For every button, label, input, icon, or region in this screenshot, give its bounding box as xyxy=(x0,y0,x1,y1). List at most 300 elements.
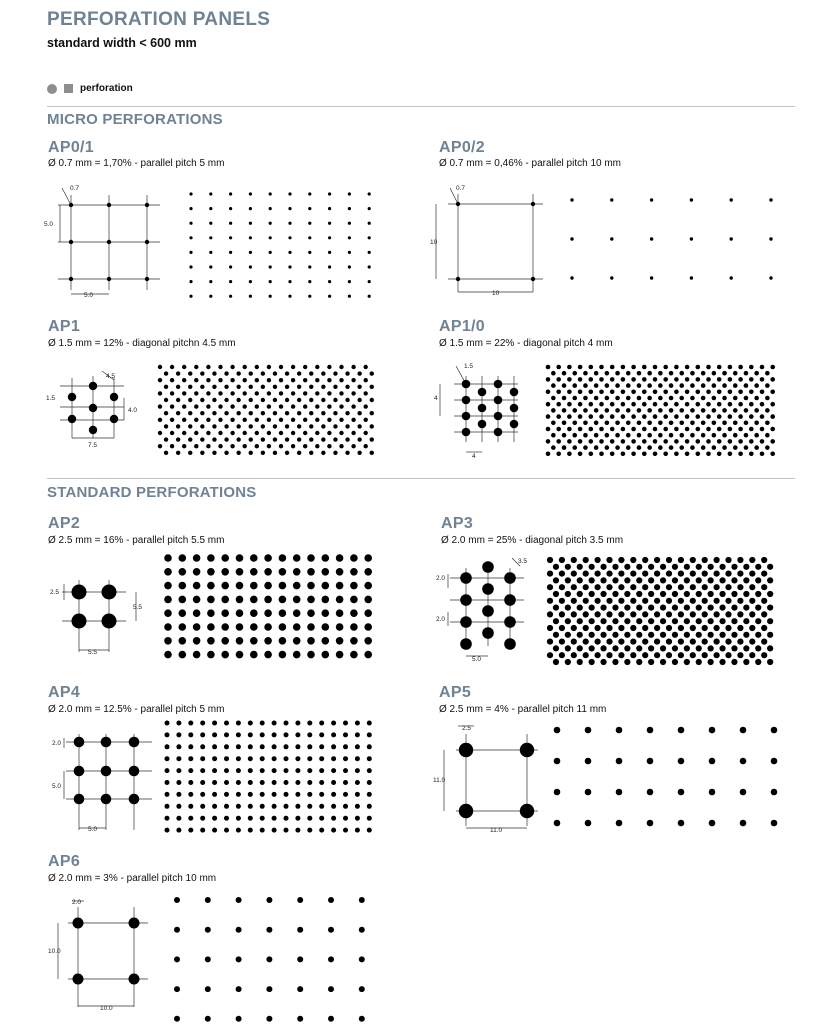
perforation-hole xyxy=(663,390,668,395)
perforation-hole xyxy=(722,408,727,413)
perforation-hole xyxy=(717,414,722,419)
perforation-hole xyxy=(279,554,287,562)
perforation-hole xyxy=(236,828,241,833)
perforation-hole xyxy=(666,571,672,577)
perforation-hole xyxy=(249,265,252,268)
perforation-hole xyxy=(345,371,349,375)
perforation-hole xyxy=(589,618,595,624)
perforation-hole xyxy=(740,820,747,827)
perforation-hole xyxy=(577,564,583,570)
dimension-diagram-ap4 xyxy=(44,730,154,838)
perforation-hole xyxy=(658,433,663,438)
perforation-hole xyxy=(297,398,301,402)
perforation-hole xyxy=(367,732,372,737)
perforation-hole xyxy=(315,431,319,435)
perforation-hole xyxy=(303,378,307,382)
perforation-hole xyxy=(749,625,755,631)
perforation-hole xyxy=(589,365,594,370)
perforation-hole xyxy=(690,611,696,617)
perforation-hole xyxy=(658,408,663,413)
perforation-hole xyxy=(583,639,589,645)
perforation-hole xyxy=(678,598,684,604)
perforation-hole xyxy=(164,568,172,576)
perforation-hole xyxy=(295,780,300,785)
perforation-hole xyxy=(297,1016,303,1022)
perforation-hole xyxy=(350,623,358,631)
perforation-hole xyxy=(182,431,186,435)
perforation-hole xyxy=(303,431,307,435)
perforation-hole xyxy=(229,192,232,195)
perforation-hole xyxy=(179,582,187,590)
perforation-hole xyxy=(248,768,253,773)
perforation-hole xyxy=(589,439,594,444)
perforation-hole xyxy=(288,295,291,298)
perforation-hole xyxy=(212,744,217,749)
perforation-hole xyxy=(212,437,216,441)
perforation-hole xyxy=(737,584,743,590)
perforation-hole xyxy=(327,404,331,408)
perforation-hole xyxy=(285,411,289,415)
perforation-hole xyxy=(264,554,272,562)
perforation-hole xyxy=(725,584,731,590)
perforation-hole xyxy=(719,564,725,570)
perforation-hole xyxy=(696,414,701,419)
perforation-hole xyxy=(236,651,244,659)
perforation-hole xyxy=(733,396,738,401)
perforation-hole xyxy=(291,404,295,408)
perforation-hole xyxy=(284,756,289,761)
panel-spec-ap2: Ø 2.5 mm = 16% - parallel pitch 5.5 mm xyxy=(48,535,225,546)
perforation-hole xyxy=(669,421,674,426)
perforation-hole xyxy=(755,618,761,624)
perforation-hole xyxy=(616,727,623,734)
perforation-hole xyxy=(303,444,307,448)
perforation-hole xyxy=(170,431,174,435)
perforation-hole xyxy=(319,792,324,797)
perforation-hole xyxy=(288,251,291,254)
perforation-hole xyxy=(218,431,222,435)
perforation-hole xyxy=(744,396,749,401)
perforation-hole xyxy=(328,280,331,283)
dim-hole-ap1: 1.5 xyxy=(46,395,56,402)
dim-vertical-ap3: 2.0 xyxy=(436,616,446,623)
perforation-hole xyxy=(754,408,759,413)
perforation-hole xyxy=(690,584,696,590)
perforation-hole xyxy=(224,424,228,428)
perforation-hole xyxy=(744,445,749,450)
perforation-hole xyxy=(547,557,553,563)
perforation-hole xyxy=(272,780,277,785)
perforation-hole xyxy=(285,451,289,455)
perforation-hole xyxy=(612,645,618,651)
perforation-hole xyxy=(315,404,319,408)
perforation-hole xyxy=(194,378,198,382)
perforation-hole xyxy=(249,280,252,283)
perforation-hole xyxy=(179,637,187,645)
perforation-hole xyxy=(322,609,330,617)
perforation-hole xyxy=(267,418,271,422)
dimension-diagram-ap10 xyxy=(428,360,528,460)
perforation-hole xyxy=(236,956,242,962)
perforation-hole xyxy=(272,816,277,821)
perforation-hole xyxy=(165,768,170,773)
perforation-hole xyxy=(738,414,743,419)
perforation-hole xyxy=(621,402,626,407)
perforation-hole xyxy=(212,732,217,737)
perforation-hole xyxy=(179,609,187,617)
perforation-hole xyxy=(585,758,592,765)
perforation-hole xyxy=(295,732,300,737)
square-hole-icon xyxy=(64,84,73,93)
perforation-hole xyxy=(761,571,767,577)
perforation-hole xyxy=(631,427,636,432)
perforation-hole xyxy=(672,659,678,665)
perforation-hole xyxy=(690,396,695,401)
perforation-hole xyxy=(307,721,312,726)
perforation-hole xyxy=(355,780,360,785)
panel-title-ap2: AP2 xyxy=(48,515,81,532)
perforation-hole xyxy=(690,371,695,376)
perforation-hole xyxy=(690,383,695,388)
dim-horizontal-ap01: 5.0 xyxy=(84,292,94,299)
perforation-hole xyxy=(708,564,714,570)
perforation-hole xyxy=(308,280,311,283)
perforation-hole xyxy=(182,365,186,369)
perforation-hole xyxy=(642,377,647,382)
perforation-hole xyxy=(708,645,714,651)
perforation-hole xyxy=(193,609,201,617)
perforation-hole xyxy=(193,651,201,659)
perforation-hole xyxy=(224,744,229,749)
perforation-hole xyxy=(642,557,648,563)
perforation-hole xyxy=(236,721,241,726)
perforation-hole xyxy=(182,418,186,422)
perforation-hole xyxy=(194,391,198,395)
perforation-hole xyxy=(583,625,589,631)
perforation-hole xyxy=(567,414,572,419)
perforation-hole xyxy=(248,732,253,737)
perforation-hole xyxy=(188,756,193,761)
perforation-hole xyxy=(761,584,767,590)
perforation-hole xyxy=(690,639,696,645)
perforation-hole xyxy=(236,411,240,415)
perforation-hole xyxy=(767,577,773,583)
perforation-hole xyxy=(728,414,733,419)
perforation-hole xyxy=(583,598,589,604)
perforation-hole xyxy=(706,452,711,457)
perforation-hole xyxy=(690,652,696,658)
perforation-hole xyxy=(559,625,565,631)
perforation-hole xyxy=(164,554,172,562)
perforation-hole xyxy=(158,444,162,448)
perforation-hole xyxy=(345,385,349,389)
perforation-hole xyxy=(336,609,344,617)
perforation-hole xyxy=(236,804,241,809)
perforation-hole xyxy=(339,431,343,435)
dimension-diagram-ap6 xyxy=(44,895,159,1015)
perforation-hole xyxy=(743,659,749,665)
perforation-hole xyxy=(696,439,701,444)
perforation-hole xyxy=(571,584,577,590)
perforation-hole xyxy=(612,632,618,638)
perforation-hole xyxy=(189,192,192,195)
perforation-hole xyxy=(554,789,561,796)
perforation-hole xyxy=(255,391,259,395)
perforation-hole xyxy=(571,652,577,658)
perforation-hole xyxy=(327,391,331,395)
perforation-hole xyxy=(642,390,647,395)
perforation-hole xyxy=(642,652,648,658)
perforation-hole xyxy=(714,598,720,604)
perforation-hole xyxy=(630,571,636,577)
perforation-hole xyxy=(229,222,232,225)
perforation-hole xyxy=(164,437,168,441)
perforation-hole xyxy=(722,371,727,376)
perforation-hole xyxy=(174,956,180,962)
perforation-hole xyxy=(293,623,301,631)
perforation-hole xyxy=(666,584,672,590)
perforation-hole xyxy=(266,897,272,903)
perforation-hole xyxy=(165,816,170,821)
perforation-hole xyxy=(770,365,775,370)
perforation-hole xyxy=(585,820,592,827)
perforation-hole xyxy=(364,623,372,631)
perforation-hole xyxy=(248,721,253,726)
perforation-hole xyxy=(193,637,201,645)
perforation-hole xyxy=(249,295,252,298)
perforation-hole xyxy=(336,568,344,576)
perforation-hole xyxy=(327,418,331,422)
perforation-hole xyxy=(605,371,610,376)
perforation-hole xyxy=(359,956,365,962)
perforation-hole xyxy=(176,437,180,441)
perforation-hole xyxy=(176,804,181,809)
perforation-hole xyxy=(328,251,331,254)
perforation-hole xyxy=(264,651,272,659)
perforation-hole xyxy=(279,637,287,645)
dim-horizontal-ap4: 5.0 xyxy=(88,826,98,833)
perforation-hole xyxy=(648,645,654,651)
perforation-hole xyxy=(743,564,749,570)
perforation-hole xyxy=(207,637,215,645)
dim-horizontal-ap3: 5.0 xyxy=(472,656,482,663)
perforation-hole xyxy=(565,659,571,665)
perforation-hole xyxy=(672,577,678,583)
perforation-hole xyxy=(297,385,301,389)
perforation-hole xyxy=(589,577,595,583)
perforation-hole xyxy=(266,1016,272,1022)
perforation-hole xyxy=(221,596,229,604)
perforation-hole xyxy=(749,427,754,432)
perforation-hole xyxy=(570,237,573,240)
perforation-hole xyxy=(269,236,272,239)
perforation-hole xyxy=(565,564,571,570)
perforation-hole xyxy=(248,792,253,797)
perforation-hole xyxy=(368,222,371,225)
perforation-hole xyxy=(224,411,228,415)
perforation-hole xyxy=(642,598,648,604)
perforation-hole xyxy=(562,445,567,450)
perforation-hole xyxy=(595,598,601,604)
perforation-hole xyxy=(672,605,678,611)
perforation-hole xyxy=(636,618,642,624)
perforation-hole xyxy=(264,568,272,576)
perforation-hole xyxy=(230,418,234,422)
perforation-hole xyxy=(722,383,727,388)
perforation-hole xyxy=(647,408,652,413)
perforation-hole xyxy=(760,414,765,419)
perforation-hole xyxy=(248,780,253,785)
perforation-hole xyxy=(589,452,594,457)
perforation-hole xyxy=(679,445,684,450)
perforation-hole xyxy=(206,378,210,382)
perforation-hole xyxy=(658,445,663,450)
perforation-hole xyxy=(653,452,658,457)
perforation-hole xyxy=(765,421,770,426)
perforation-hole xyxy=(642,414,647,419)
perforation-hole xyxy=(599,390,604,395)
perforation-hole xyxy=(165,721,170,726)
perforation-hole xyxy=(193,582,201,590)
perforation-hole xyxy=(170,378,174,382)
perforation-hole xyxy=(249,411,253,415)
perforation-hole xyxy=(255,365,259,369)
perforation-hole xyxy=(642,365,647,370)
perforation-hole xyxy=(722,433,727,438)
perforation-hole xyxy=(610,377,615,382)
perforation-hole xyxy=(615,433,620,438)
perforation-hole xyxy=(272,732,277,737)
perforation-hole xyxy=(551,421,556,426)
perforation-hole xyxy=(224,792,229,797)
perforation-hole xyxy=(285,424,289,428)
perforation-hole xyxy=(631,377,636,382)
perforation-hole xyxy=(717,427,722,432)
perforation-hole xyxy=(328,192,331,195)
perforation-hole xyxy=(648,577,654,583)
perforation-hole xyxy=(357,398,361,402)
perforation-hole xyxy=(207,651,215,659)
perforation-hole xyxy=(308,207,311,210)
perforation-hole xyxy=(551,383,556,388)
perforation-hole xyxy=(194,365,198,369)
perforation-hole xyxy=(255,378,259,382)
perforation-hole xyxy=(618,584,624,590)
perforation-hole xyxy=(189,236,192,239)
perforation-hole xyxy=(367,756,372,761)
perforation-hole xyxy=(348,236,351,239)
perforation-hole xyxy=(647,396,652,401)
perforation-hole xyxy=(755,564,761,570)
perforation-hole xyxy=(322,623,330,631)
perforation-hole xyxy=(653,414,658,419)
perforation-hole xyxy=(589,402,594,407)
perforation-hole xyxy=(594,371,599,376)
perforation-hole xyxy=(284,768,289,773)
perforation-hole xyxy=(737,557,743,563)
perforation-hole xyxy=(690,571,696,577)
perforation-hole xyxy=(731,632,737,638)
panel-spec-ap02: Ø 0.7 mm = 0,46% - parallel pitch 10 mm xyxy=(439,158,622,169)
perforation-hole xyxy=(600,618,606,624)
perforation-hole xyxy=(678,571,684,577)
perforation-hole xyxy=(193,554,201,562)
perforation-hole xyxy=(348,207,351,210)
perforation-hole xyxy=(200,398,204,402)
perforation-hole xyxy=(733,421,738,426)
perforation-hole xyxy=(267,391,271,395)
perforation-hole xyxy=(322,554,330,562)
panel-spec-ap1: Ø 1.5 mm = 12% - diagonal pitchn 4.5 mm xyxy=(48,338,236,349)
perforation-hole xyxy=(285,398,289,402)
perforation-hole xyxy=(599,452,604,457)
perforation-hole xyxy=(250,609,258,617)
perforation-hole xyxy=(666,611,672,617)
perforation-hole xyxy=(761,625,767,631)
perforation-hole xyxy=(309,371,313,375)
perforation-hole xyxy=(685,427,690,432)
perforation-hole xyxy=(188,371,192,375)
perforation-hole xyxy=(272,721,277,726)
perforation-hole xyxy=(567,452,572,457)
perforation-hole xyxy=(212,385,216,389)
perforation-hole xyxy=(273,411,277,415)
perforation-hole xyxy=(690,625,696,631)
perforation-hole xyxy=(315,444,319,448)
perforation-hole xyxy=(663,365,668,370)
perforation-hole xyxy=(224,828,229,833)
perforation-hole xyxy=(702,584,708,590)
perforation-hole xyxy=(690,408,695,413)
perforation-hole xyxy=(343,744,348,749)
perforation-hole xyxy=(269,295,272,298)
perforation-hole xyxy=(553,591,559,597)
perforation-hole xyxy=(696,577,702,583)
perforation-hole xyxy=(308,251,311,254)
perforation-hole xyxy=(357,451,361,455)
perforation-hole xyxy=(738,390,743,395)
perforation-hole xyxy=(200,792,205,797)
perforation-hole xyxy=(209,265,212,268)
perforation-hole xyxy=(307,744,312,749)
perforation-hole xyxy=(631,439,636,444)
perforation-hole xyxy=(728,365,733,370)
perforation-hole xyxy=(189,280,192,283)
perforation-hole xyxy=(327,365,331,369)
perforation-hole xyxy=(771,758,778,765)
perforation-hole xyxy=(577,591,583,597)
perforation-hole xyxy=(188,437,192,441)
perforation-hole xyxy=(279,596,287,604)
perforation-hole xyxy=(744,408,749,413)
perforation-hole xyxy=(269,192,272,195)
perforation-hole xyxy=(176,780,181,785)
perforation-hole xyxy=(577,645,583,651)
perforation-hole xyxy=(771,727,778,734)
perforation-hole xyxy=(571,611,577,617)
perforation-hole xyxy=(583,652,589,658)
perforation-hole xyxy=(319,768,324,773)
perforation-hole xyxy=(585,727,592,734)
perforation-hole xyxy=(567,377,572,382)
perforation-hole xyxy=(212,816,217,821)
perforation-hole xyxy=(696,390,701,395)
perforation-hole xyxy=(206,418,210,422)
perforation-hole xyxy=(733,371,738,376)
perforation-hole xyxy=(594,421,599,426)
perforation-hole xyxy=(594,396,599,401)
perforation-hole xyxy=(170,391,174,395)
